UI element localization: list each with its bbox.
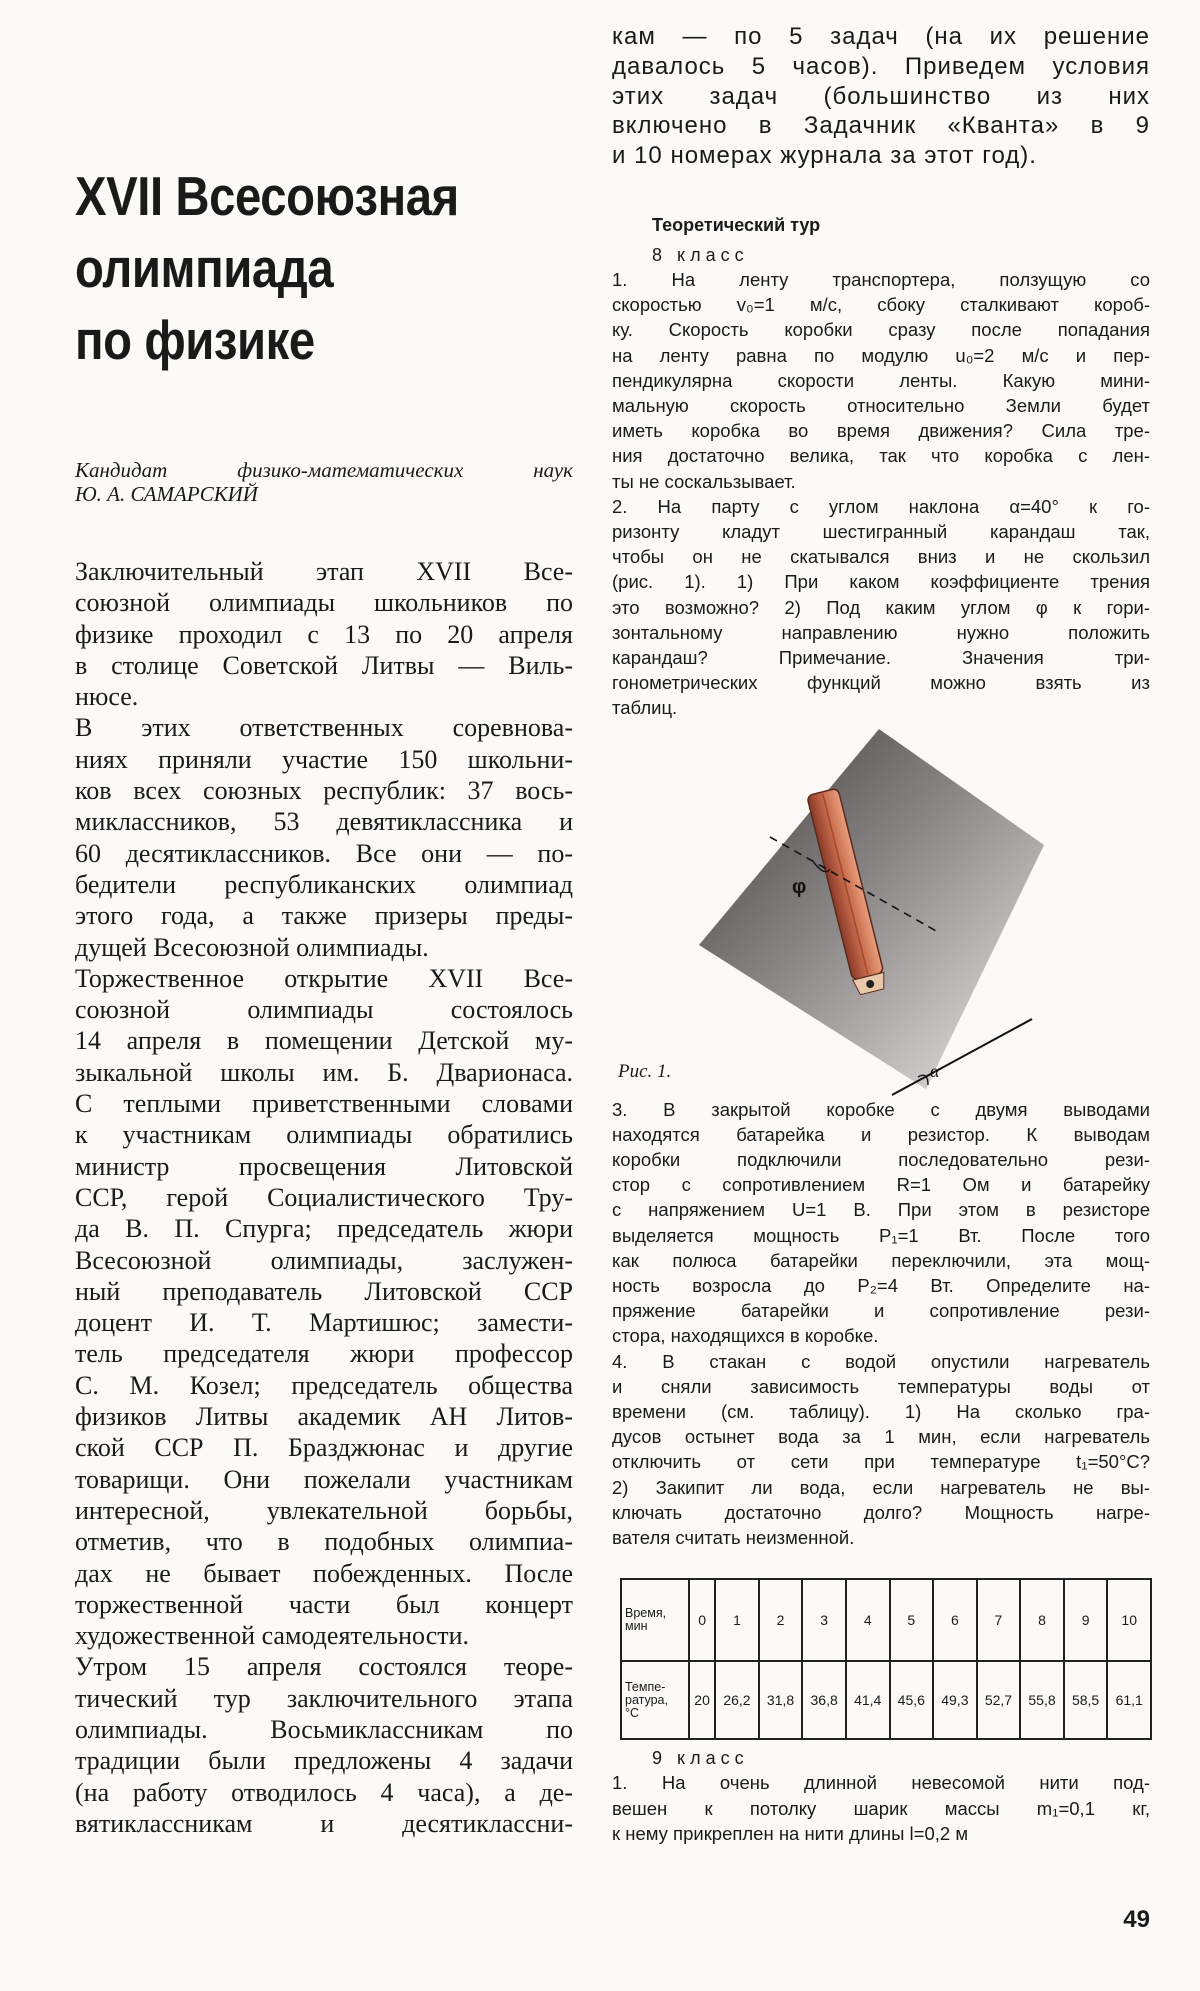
text-line: скоростью v₀=1 м/с, сбоку сталкивают короб-	[612, 294, 1150, 316]
text-line: ность возросла до P₂=4 Вт. Определите на-	[612, 1275, 1150, 1297]
text-line: олимпиады. Восьмиклассникам по	[75, 1714, 573, 1744]
text-line: 4. В стакан с водой опустили нагреватель	[612, 1350, 1150, 1372]
table-cell: 2	[759, 1579, 803, 1661]
text-line: ской ССР П. Бразджюнас и другие	[75, 1433, 573, 1463]
grade-9-label: 9 класс	[652, 1748, 749, 1769]
text-line: кам — по 5 задач (на их решение	[612, 23, 1150, 50]
text-line: Утром 15 апреля состоялся теоре-	[75, 1652, 573, 1682]
text-line: да В. П. Спурга; председатель жюри	[75, 1214, 573, 1244]
text-line: ку. Скорость коробки сразу после попадания	[612, 319, 1150, 341]
text-line: ниях приняли участие 150 школьни-	[75, 744, 573, 774]
text-line: чтобы он не скатывался вниз и не скользил	[612, 546, 1150, 568]
text-line: тель председателя жюри профессор	[75, 1339, 573, 1369]
problem-1	[612, 267, 1150, 494]
article-title	[75, 160, 503, 376]
table-cell: 45,6	[890, 1661, 934, 1739]
text-line: 2. На парту с углом наклона α=40° к го-	[612, 495, 1150, 517]
table-header-time: Время, мин	[621, 1579, 689, 1661]
text-line: таблиц.	[612, 697, 678, 719]
text-line: тический тур заключительного этапа	[75, 1683, 573, 1713]
text-line: бедители республиканских олимпиад	[75, 869, 573, 899]
text-line: В этих ответственных соревнова-	[75, 713, 573, 743]
text-line: и сняли зависимость температуры воды от	[612, 1375, 1150, 1397]
paragraph	[75, 556, 573, 712]
problem-4	[612, 1349, 1150, 1551]
page-number: 49	[1123, 1906, 1150, 1933]
text-line: 1. На ленту транспортера, ползущую со	[612, 268, 1150, 290]
text-line: ризонту кладут шестигранный карандаш так,	[612, 521, 1150, 543]
text-line: 14 апреля в помещении Детской му-	[75, 1026, 573, 1056]
text-line: ков всех союзных республик: 37 вось-	[75, 776, 573, 806]
table-cell: 49,3	[933, 1661, 977, 1739]
text-line: времени (см. таблицу). 1) На сколько гра-	[612, 1401, 1150, 1423]
text-line: иметь коробка во время движения? Сила тре-	[612, 420, 1150, 442]
text-line: стора, находящихся в коробке.	[612, 1325, 879, 1347]
text-line: ный преподаватель Литовской ССР	[75, 1276, 573, 1306]
intro-continuation	[612, 22, 1150, 171]
text-line: союзной олимпиады школьников по	[75, 588, 573, 618]
text-line: (на работу отводилось 4 часа), а де-	[75, 1777, 573, 1807]
table-cell: 9	[1064, 1579, 1108, 1661]
figure-1-illustration	[612, 727, 1150, 1097]
table-cell: 58,5	[1064, 1661, 1108, 1739]
text-line: мальную скорость относительно Земли будет	[612, 395, 1150, 416]
text-line: в столице Советской Литвы — Виль-	[75, 650, 573, 680]
table-cell: 7	[977, 1579, 1021, 1661]
text-line: Торжественное открытие XVII Все-	[75, 963, 573, 993]
text-line: торжественной части был концерт	[75, 1589, 573, 1619]
table-cell: 26,2	[715, 1661, 759, 1739]
table-cell: 8	[1020, 1579, 1064, 1661]
text-line: зыкальной школы им. Б. Дварионаса.	[75, 1057, 573, 1087]
table-cell: 5	[890, 1579, 934, 1661]
text-line: ключать достаточно долго? Мощность нагре-	[612, 1501, 1150, 1523]
table-cell: 0	[689, 1579, 715, 1661]
problem-9-1	[612, 1770, 1150, 1846]
text-line: давалось 5 часов). Приведем условия	[612, 52, 1150, 80]
text-line: находятся батарейка и резистор. К выводам	[612, 1123, 1150, 1145]
text-line: включено в Задачник «Кванта» в 9	[612, 112, 1150, 140]
problem-2	[612, 494, 1150, 721]
text-line: вателя считать неизменной.	[612, 1527, 855, 1549]
figure-1	[612, 727, 1150, 1097]
grade-8-label: 8 класс	[652, 244, 749, 265]
alpha-label: α	[930, 1060, 940, 1081]
text-line: нюсе.	[75, 682, 139, 712]
temperature-table	[620, 1578, 1152, 1740]
section-title: Теоретический тур	[652, 214, 821, 235]
text-line: художественной самодеятельности.	[75, 1621, 470, 1651]
title-line: по физике	[75, 309, 315, 371]
article-body	[75, 556, 573, 1839]
table-row-temperature	[621, 1661, 1151, 1739]
text-line: 60 десятиклассников. Все они — по-	[75, 838, 573, 868]
title-line: олимпиада	[75, 237, 334, 299]
desk-surface	[699, 729, 1044, 1089]
title-line: XVII Всесоюзная	[75, 165, 459, 227]
phi-label: φ	[792, 875, 807, 898]
text-line: союзной олимпиады состоялось	[75, 995, 573, 1025]
text-line: 3. В закрытой коробке с двумя выводами	[612, 1098, 1150, 1120]
text-line: и 10 номерах журнала за этот год).	[612, 142, 1037, 170]
text-line: с напряжением U=1 В. При этом в резисторе	[612, 1199, 1150, 1221]
author-name: Ю. А. САМАРСКИЙ	[75, 482, 258, 506]
text-line: вятиклассникам и десятиклассни-	[75, 1808, 573, 1838]
table-cell: 52,7	[977, 1661, 1021, 1739]
table-cell: 55,8	[1020, 1661, 1064, 1739]
text-line: вешен к потолку шарик массы m₁=0,1 кг,	[612, 1797, 1150, 1819]
paragraph	[75, 1651, 573, 1839]
table-cell: 36,8	[802, 1661, 846, 1739]
text-line: традиции были предложены 4 задачи	[75, 1746, 573, 1776]
text-line: этих задач (большинство из них	[612, 82, 1150, 110]
text-line: министр просвещения Литовской	[75, 1151, 573, 1181]
text-line: ты не соскальзывает.	[612, 470, 796, 492]
text-line: отметив, что в подобных олимпиа-	[75, 1527, 573, 1557]
right-column	[612, 22, 1150, 1952]
table-cell: 10	[1107, 1579, 1151, 1661]
text-line: дущей Всесоюзной олимпиады.	[75, 932, 429, 962]
text-line: зонтальному направлению нужно положить	[612, 621, 1150, 643]
text-line: пендикулярна скорости ленты. Какую мини-	[612, 369, 1150, 391]
author-block	[75, 458, 573, 506]
text-line: 2) Закипит ли вода, если нагреватель не вы-	[612, 1476, 1150, 1498]
text-line: на ленту равна по модулю u₀=2 м/с и пер-	[612, 344, 1150, 366]
table-cell: 3	[802, 1579, 846, 1661]
table-cell: 1	[715, 1579, 759, 1661]
text-line: дусов остынет вода за 1 мин, если нагреватель	[612, 1426, 1150, 1448]
text-line: 1. На очень длинной невесомой нити под-	[612, 1772, 1150, 1794]
table-cell: 31,8	[759, 1661, 803, 1739]
text-line: Всесоюзной олимпиады, заслужен-	[75, 1245, 573, 1275]
figure-caption: Рис. 1.	[618, 1060, 672, 1082]
text-line: ССР, герой Социалистического Тру-	[75, 1182, 573, 1212]
text-line: доцент И. Т. Мартишюс; замести-	[75, 1308, 573, 1338]
table-header-temperature: Темпе-ратура, °С	[621, 1661, 689, 1739]
author-degree: Кандидат физико-математических наук	[75, 458, 573, 482]
table-cell: 41,4	[846, 1661, 890, 1739]
text-line: коробки подключили последовательно рези-	[612, 1149, 1150, 1171]
paragraph	[75, 712, 573, 962]
text-line: к нему прикреплен на нити длины l=0,2 м	[612, 1822, 969, 1844]
paragraph	[75, 963, 573, 1652]
table-cell: 20	[689, 1661, 715, 1739]
text-line: как полюса батарейки переключили, эта мощ-	[612, 1249, 1150, 1271]
text-line: дах не бывает побежденных. После	[75, 1558, 573, 1588]
text-line: Заключительный этап XVII Все-	[75, 557, 573, 586]
table-cell: 6	[933, 1579, 977, 1661]
left-column	[75, 0, 573, 1991]
table-row-time	[621, 1579, 1151, 1661]
text-line: выделяется мощность P₁=1 Вт. После того	[612, 1224, 1150, 1246]
text-line: стор с сопротивлением R=1 Ом и батарейку	[612, 1174, 1150, 1196]
text-line: миклассников, 53 девятиклассника и	[75, 807, 573, 837]
text-line: карандаш? Примечание. Значения три-	[612, 647, 1150, 669]
text-line: физике проходил с 13 по 20 апреля	[75, 619, 573, 649]
text-line: С теплыми приветственными словами	[75, 1089, 573, 1119]
text-line: физиков Литвы академик АН Литов-	[75, 1402, 573, 1432]
text-line: товарищи. Они пожелали участникам	[75, 1464, 573, 1494]
text-line: С. М. Козел; председатель общества	[75, 1370, 573, 1400]
text-line: ния достаточно велика, так что коробка с лен-	[612, 445, 1150, 467]
text-line: пряжение батарейки и сопротивление рези-	[612, 1300, 1150, 1322]
text-line: к участникам олимпиады обратились	[75, 1120, 573, 1150]
table-cell: 61,1	[1107, 1661, 1151, 1739]
text-line: отключить от сети при температуре t₁=50°С?	[612, 1451, 1150, 1473]
table-cell: 4	[846, 1579, 890, 1661]
text-line: гонометрических функций можно взять из	[612, 672, 1150, 694]
text-line: это возможно? 2) Под каким углом φ к гори-	[612, 596, 1150, 618]
problem-3	[612, 1097, 1150, 1349]
text-line: интересной, увлекательной борьбы,	[75, 1495, 573, 1525]
text-line: этого года, а также призеры преды-	[75, 901, 573, 931]
text-line: (рис. 1). 1) При каком коэффициенте трения	[612, 571, 1150, 593]
